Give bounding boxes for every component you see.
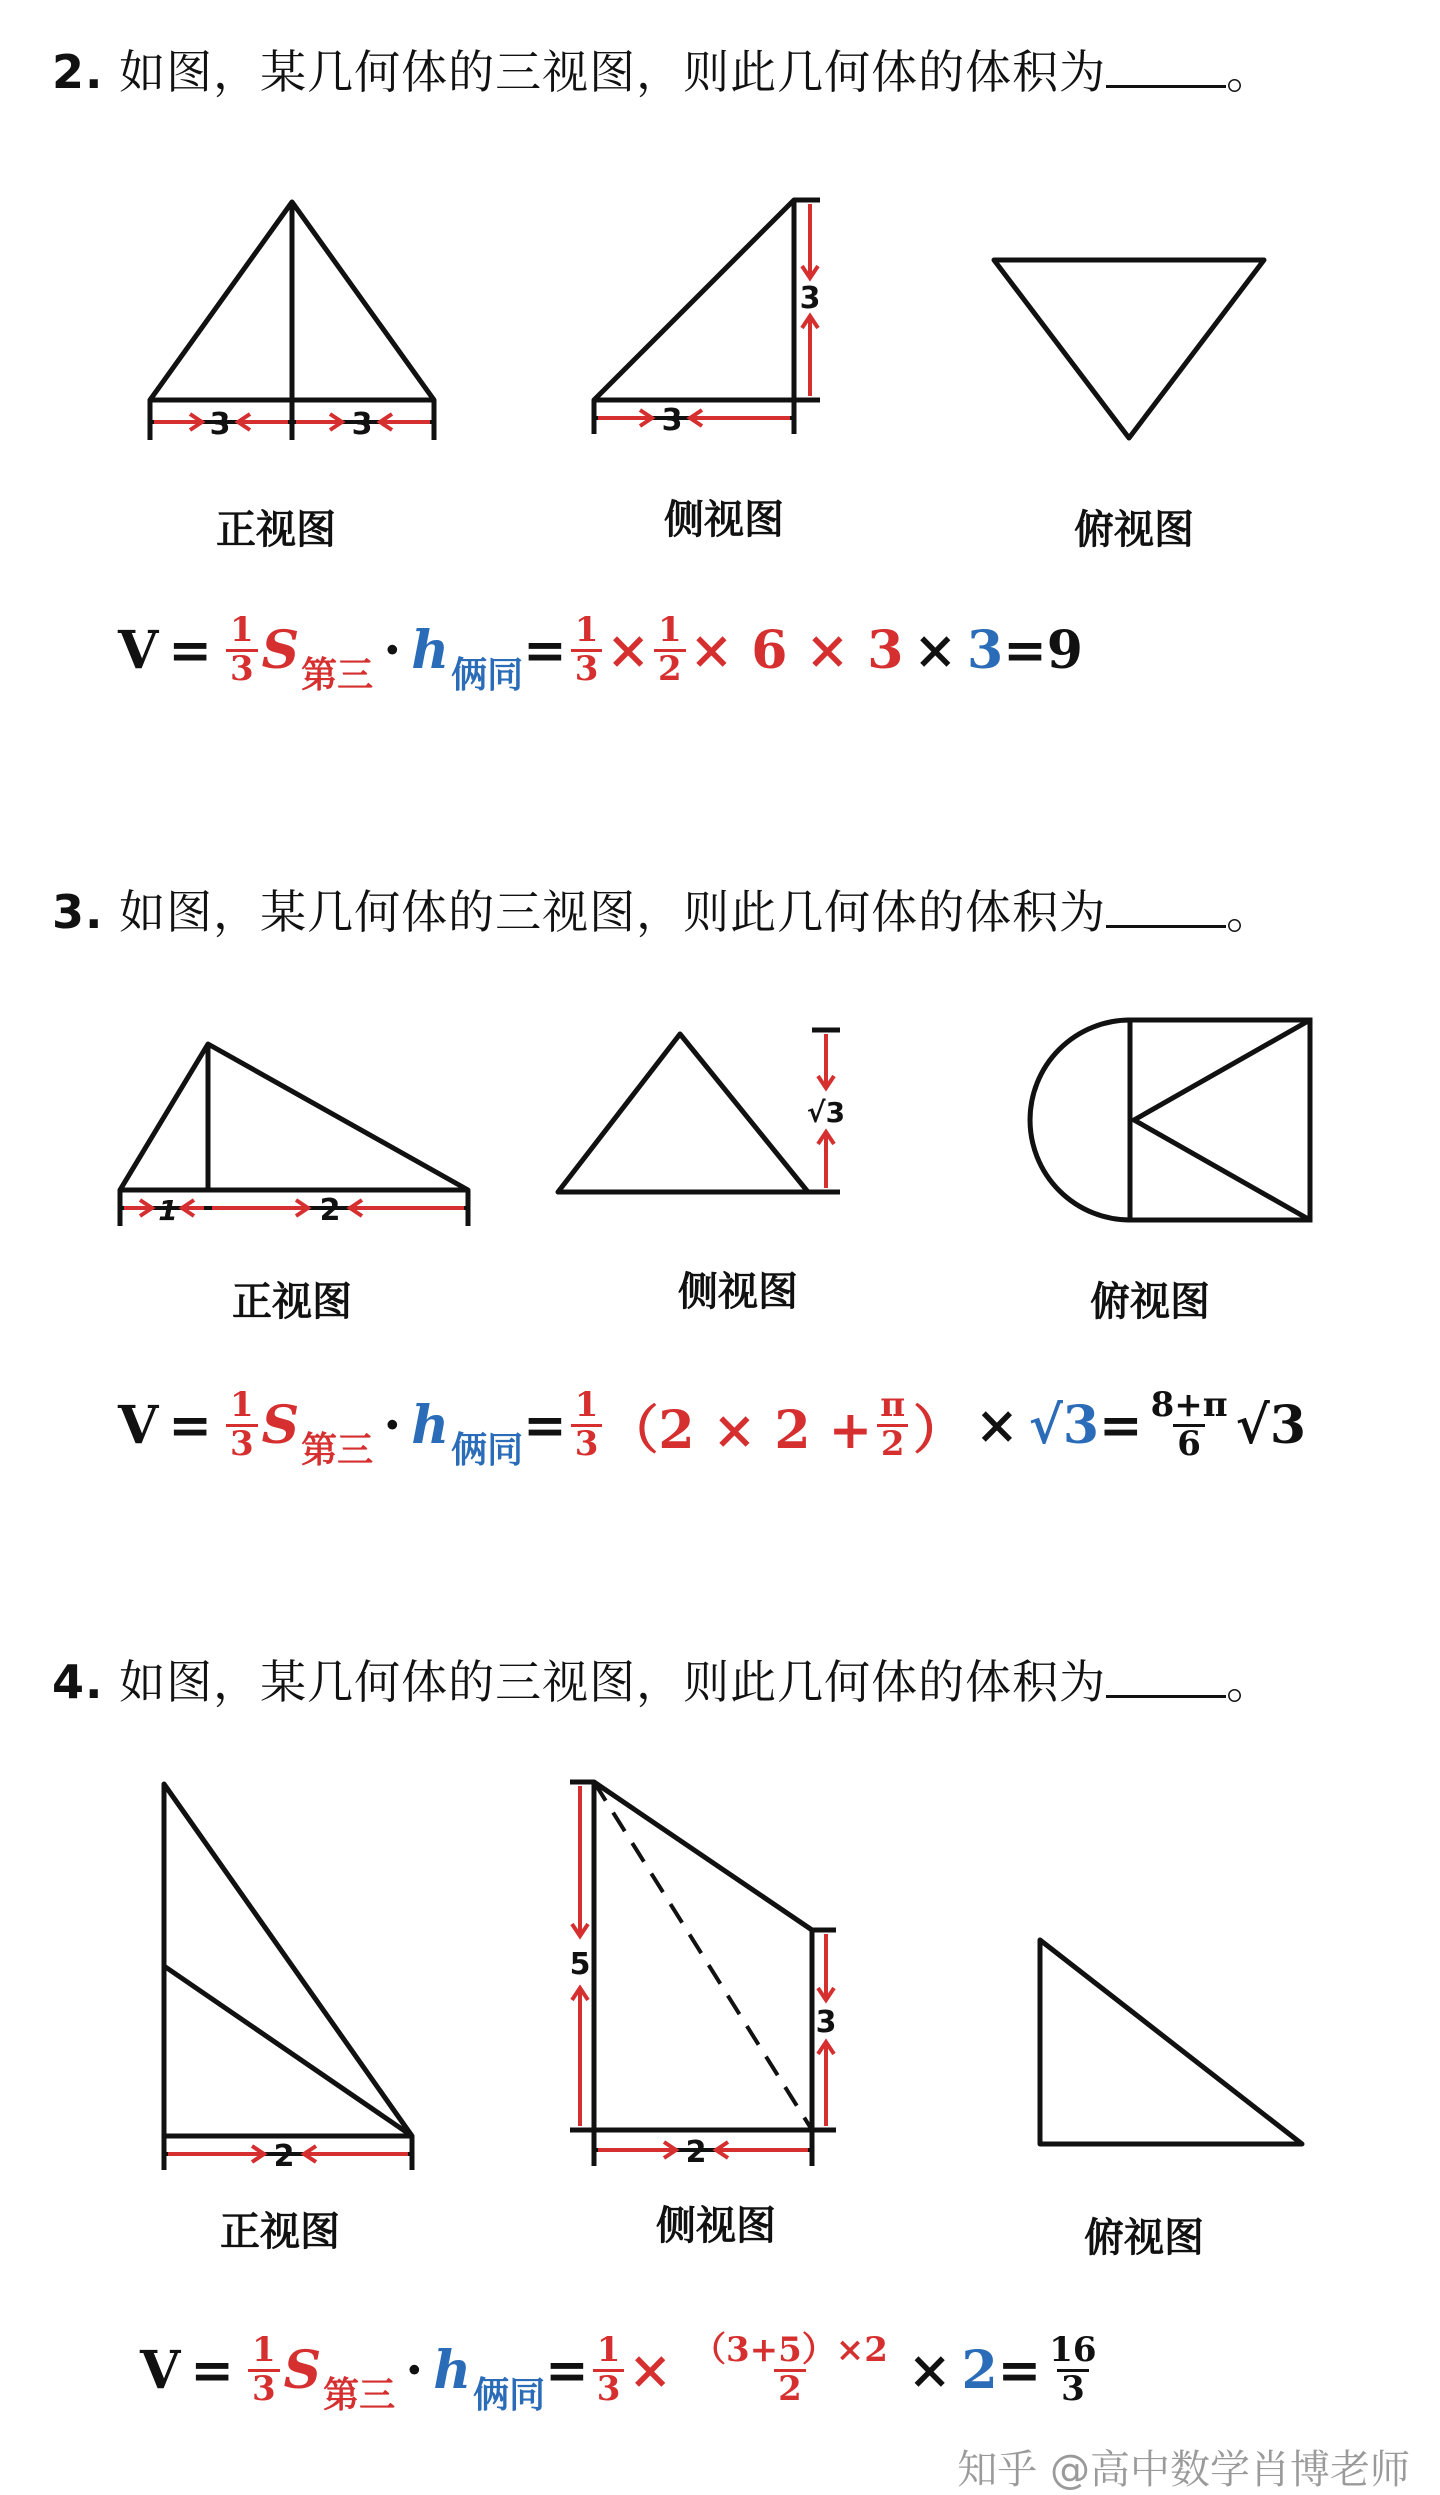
front-view-label: 正视图	[232, 1279, 352, 1325]
equals-sign: =	[523, 1394, 567, 1456]
volume-symbol: V	[118, 619, 159, 681]
dot-operator: ·	[383, 619, 402, 681]
question-body: 如图，某几何体的三视图，则此几何体的体积为	[119, 45, 1107, 99]
equals-sign: =	[168, 619, 212, 681]
one-third-fraction: $\frac{1}{3}$	[571, 1388, 603, 1462]
dim-side-bottom: 3	[661, 403, 683, 438]
answer-blank	[1106, 891, 1226, 928]
question-text	[52, 876, 1273, 942]
area-subscript: 第三	[323, 2374, 396, 2416]
answer-blank	[1106, 51, 1226, 88]
equals-sign: =	[523, 619, 567, 681]
dim-front-left: 1	[158, 1194, 178, 1227]
question-body: 如图，某几何体的三视图，则此几何体的体积为	[119, 1655, 1107, 1709]
base-product: × 6 × 3	[689, 619, 904, 681]
result-fraction: $\frac{8+\pi}{6}$	[1150, 1384, 1228, 1464]
result-value: =9	[1003, 619, 1083, 681]
front-view-figure	[110, 1030, 480, 1240]
volume-formula	[140, 2310, 1105, 2430]
dim-side-height: 3	[799, 281, 821, 316]
one-third-fraction: $\frac{1}{3}$	[226, 1388, 258, 1462]
side-view-figure	[580, 190, 840, 450]
trapezoid-area-fraction: $\frac{(3+5)\times 2}{2}$	[691, 2329, 888, 2409]
one-half-fraction: $\frac{1}{2}$	[654, 613, 686, 687]
one-third-fraction: $\frac{1}{3}$	[226, 613, 258, 687]
side-view-figure	[560, 1770, 850, 2180]
volume-formula	[118, 1370, 1306, 1480]
result-fraction: $\frac{16}{3}$	[1049, 2329, 1097, 2409]
area-symbol: S	[283, 2339, 322, 2401]
height-symbol: h	[433, 2339, 472, 2401]
answer-blank	[1106, 1661, 1226, 1698]
watermark: 知乎 @高中数学肖博老师	[957, 2447, 1410, 2493]
times-sign: ×	[907, 2339, 952, 2401]
times-sign: ×	[913, 619, 958, 681]
height-subscript: 俩同	[473, 2374, 546, 2416]
close-paren: ）	[913, 1399, 966, 1461]
times-sign: ×	[975, 1394, 1019, 1456]
height-symbol: h	[411, 1394, 450, 1456]
side-view-figure	[550, 1020, 860, 1210]
question-number: 4.	[52, 1655, 104, 1709]
equals-sign: =	[168, 1394, 212, 1456]
front-view-figure	[150, 1770, 440, 2190]
front-view-figure	[140, 190, 460, 450]
volume-formula	[118, 600, 1083, 700]
equals-sign: =	[545, 2339, 589, 2401]
front-view-label: 正视图	[220, 2209, 340, 2255]
one-third-fraction: $\frac{1}{3}$	[593, 2333, 625, 2407]
question-body: 如图，某几何体的三视图，则此几何体的体积为	[119, 885, 1107, 939]
question-number: 2.	[52, 45, 104, 99]
dim-side-bottom: 2	[685, 2135, 707, 2170]
equals-sign: =	[1099, 1394, 1143, 1456]
side-view-label: 侧视图	[656, 2203, 776, 2249]
question-text	[52, 1646, 1273, 1712]
dim-front-bottom: 2	[273, 2139, 295, 2174]
dim-side-left: 5	[569, 1947, 591, 1982]
area-subscript: 第三	[301, 1429, 374, 1471]
equals-sign: =	[190, 2339, 234, 2401]
dim-side-right: 3	[815, 2005, 837, 2040]
top-view-label: 俯视图	[1074, 507, 1194, 553]
height-symbol: h	[411, 619, 450, 681]
question-end: 。	[1226, 1655, 1274, 1709]
top-view-figure	[980, 250, 1280, 450]
area-symbol: S	[261, 1394, 300, 1456]
equals-sign: =	[997, 2339, 1042, 2401]
top-view-figure	[1030, 1930, 1330, 2160]
front-view-label: 正视图	[216, 507, 336, 553]
result-root: √3	[1235, 1394, 1307, 1456]
pi-half-fraction: $\frac{\pi}{2}$	[876, 1388, 909, 1462]
side-view-label: 侧视图	[678, 1269, 798, 1315]
question-end: 。	[1226, 45, 1274, 99]
side-view-label: 侧视图	[664, 497, 784, 543]
top-view-figure	[1010, 1010, 1330, 1240]
dim-front-right: 3	[351, 407, 373, 442]
dim-front-left: 3	[209, 407, 231, 442]
height-value: 2	[961, 2339, 998, 2401]
height-subscript: 俩同	[451, 654, 524, 696]
question-end: 。	[1226, 885, 1274, 939]
volume-symbol: V	[118, 1394, 159, 1456]
top-view-label: 俯视图	[1084, 2215, 1204, 2261]
height-subscript: 俩同	[451, 1429, 524, 1471]
volume-symbol: V	[140, 2339, 181, 2401]
base-area-expression: （2 × 2 +	[606, 1399, 873, 1461]
dim-front-right: 2	[319, 1193, 341, 1228]
question-number: 3.	[52, 885, 104, 939]
area-subscript: 第三	[301, 654, 374, 696]
dot-operator: ·	[405, 2339, 424, 2401]
area-symbol: S	[261, 619, 300, 681]
dot-operator: ·	[383, 1394, 402, 1456]
one-third-fraction: $\frac{1}{3}$	[248, 2333, 280, 2407]
dim-side-height: √3	[806, 1096, 846, 1129]
one-third-fraction: $\frac{1}{3}$	[571, 613, 603, 687]
times-sign: ×	[606, 619, 650, 681]
question-text	[52, 36, 1273, 102]
height-value: 3	[967, 619, 1004, 681]
times-sign: ×	[628, 2339, 672, 2401]
top-view-label: 俯视图	[1090, 1279, 1210, 1325]
height-value: √3	[1028, 1394, 1100, 1456]
